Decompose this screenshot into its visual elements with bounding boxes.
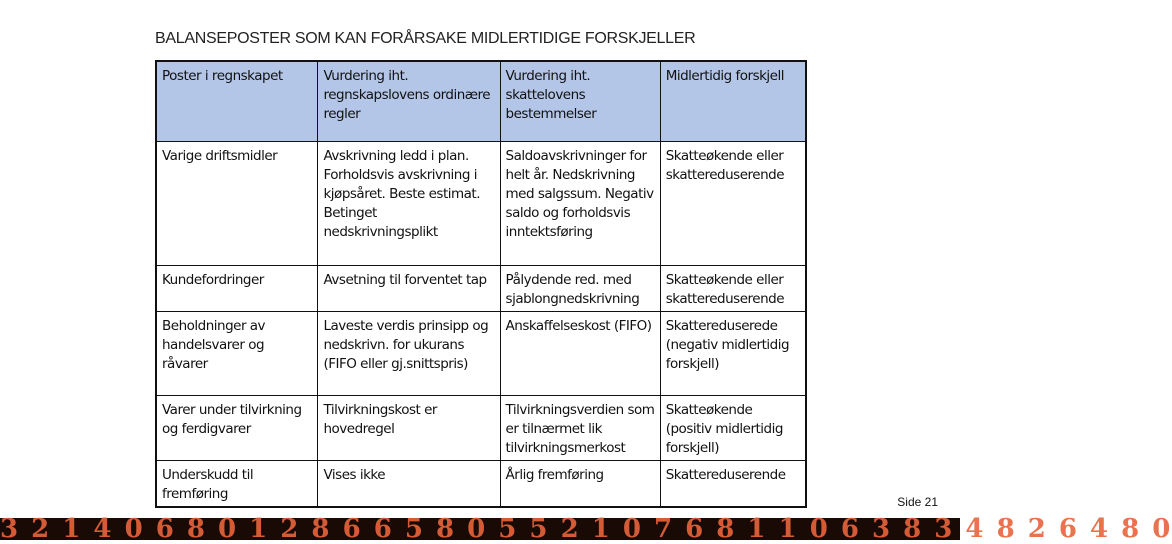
table-cell: Underskudd til fremføring [156, 461, 318, 508]
decorative-digits-banner [0, 514, 1172, 544]
table-row [156, 461, 806, 508]
table-cell: Tilvirkningsverdien som er tilnærmet lik tilvirkningsmerkost [500, 396, 660, 461]
table-row [156, 396, 806, 461]
table-cell: Årlig fremføring [500, 461, 660, 508]
table-cell: Avskrivning ledd i plan. Forholdsvis avskrivning i kjøpsåret. Beste estimat. Betinget nedskrivningsplikt [318, 142, 500, 266]
table-cell: Saldoavskrivninger for helt år. Nedskrivning med salgssum. Negativ saldo og forholdsvis inntektsføring [500, 142, 660, 266]
header-cell: Midlertidig forskjell [660, 61, 806, 142]
table-cell: Beholdninger av handelsvarer og råvarer [156, 312, 318, 396]
table-cell: Avsetning til forventet tap [318, 266, 500, 312]
table-row [156, 312, 806, 396]
page-number: Side 21 [897, 495, 938, 509]
table-cell: Tilvirkningskost er hovedregel [318, 396, 500, 461]
table-row [156, 266, 806, 312]
table-cell: Pålydende red. med sjablongnedskrivning [500, 266, 660, 312]
table-cell: Skattereduserede (negativ midlertidig forskjell) [660, 312, 806, 396]
header-cell: Poster i regnskapet [156, 61, 318, 142]
table-cell: Varige driftsmidler [156, 142, 318, 266]
table-cell: Skatteøkende eller skattereduserende [660, 266, 806, 312]
table-header-row [156, 61, 806, 142]
table-cell: Anskaffelseskost (FIFO) [500, 312, 660, 396]
table-cell: Kundefordringer [156, 266, 318, 312]
table-cell: Skattereduserende [660, 461, 806, 508]
balance-items-table [155, 60, 807, 508]
header-cell: Vurdering iht. skattelovens bestemmelser [500, 61, 660, 142]
table-cell: Laveste verdis prinsipp og nedskrivn. for ukurans (FIFO eller gj.snittspris) [318, 312, 500, 396]
table-cell: Vises ikke [318, 461, 500, 508]
table-cell: Varer under tilvirkning og ferdigvarer [156, 396, 318, 461]
table-row [156, 142, 806, 266]
banner-digits: 3 2 1 4 0 6 8 0 1 2 8 6 6 5 8 0 5 5 2 1 0 7 6 8 1 1 0 6 3 8 3 4 8 2 6 4 8 0 [0, 514, 1172, 544]
table-cell: Skatteøkende (positiv midlertidig forskjell) [660, 396, 806, 461]
header-cell: Vurdering iht. regnskapslovens ordinære regler [318, 61, 500, 142]
slide-title: BALANSEPOSTER SOM KAN FORÅRSAKE MIDLERTIDIGE FORSKJELLER [155, 30, 696, 47]
table-cell: Skatteøkende eller skattereduserende [660, 142, 806, 266]
